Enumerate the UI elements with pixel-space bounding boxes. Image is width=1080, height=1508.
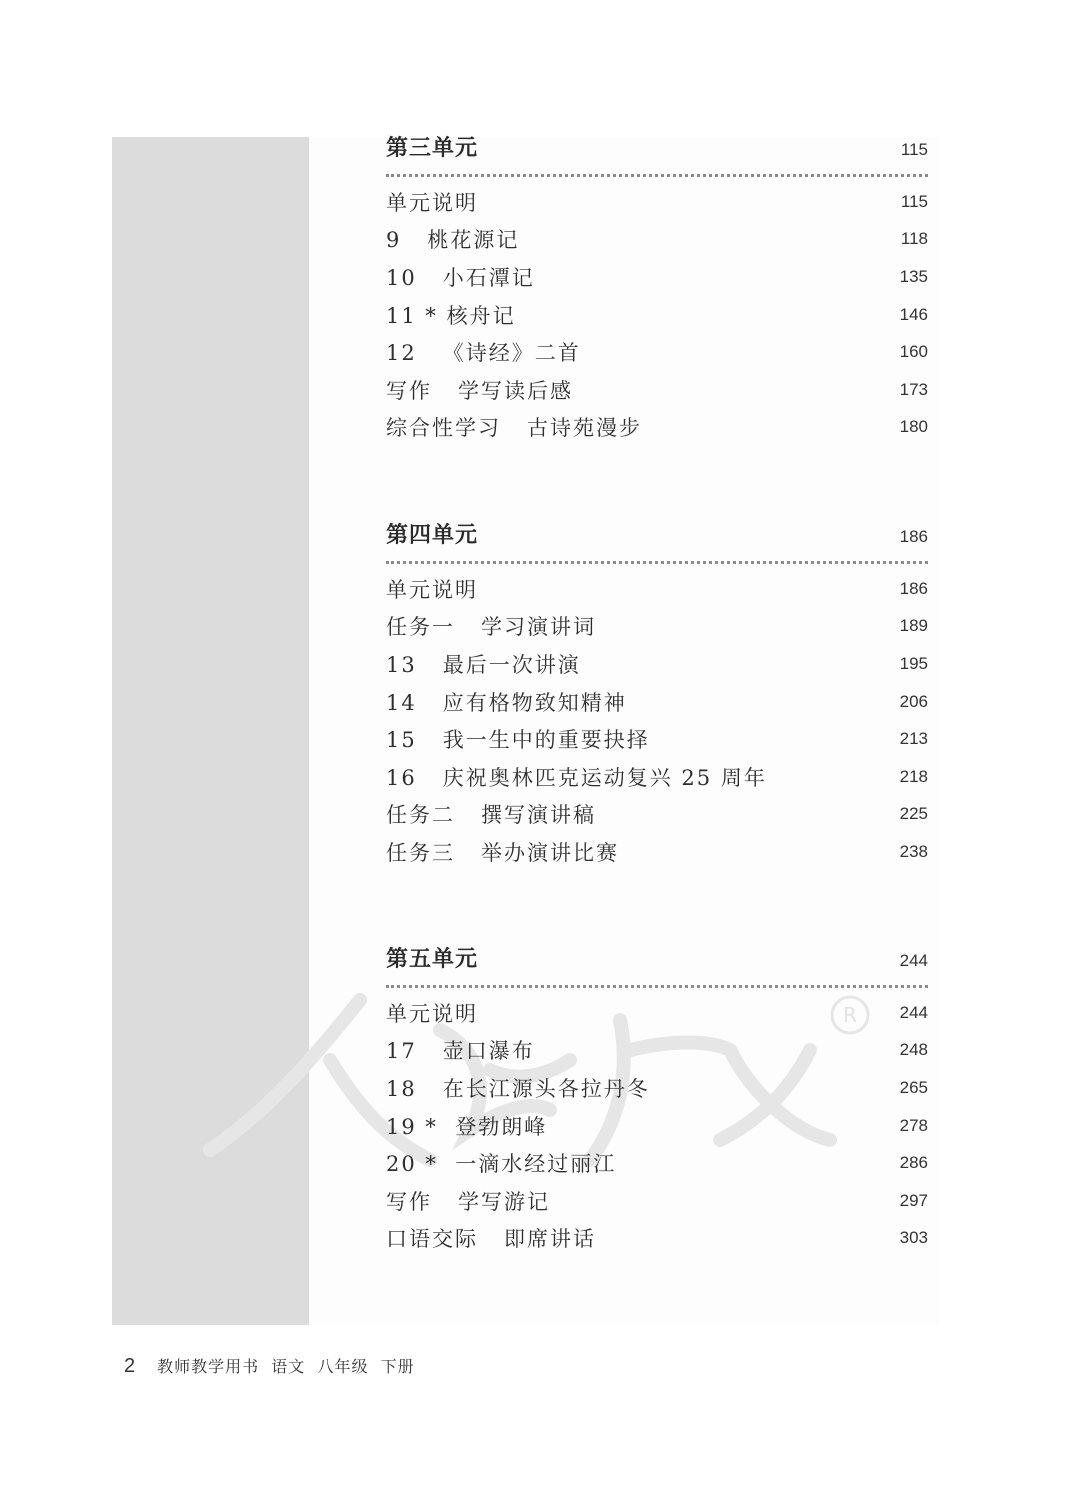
toc-entry[interactable] — [386, 608, 928, 646]
toc-entry[interactable] — [386, 570, 928, 608]
toc-entry[interactable] — [386, 833, 928, 871]
unit-page-number: 115 — [900, 140, 928, 159]
toc-entry[interactable] — [386, 1182, 928, 1220]
unit-page-number: 244 — [899, 951, 928, 970]
toc-entry-page: 218 — [899, 766, 928, 786]
toc-entry-title: 14 应有格物致知精神 — [386, 690, 627, 715]
toc-entry-page: 303 — [899, 1228, 928, 1248]
toc-entry-title: 单元说明 — [386, 577, 478, 602]
toc-entry[interactable] — [386, 994, 928, 1032]
toc-entry-title: 写作 学写游记 — [386, 1189, 551, 1214]
toc-entry[interactable] — [386, 645, 928, 683]
unit-heading — [386, 519, 928, 553]
toc-entry-title: 17 壶口瀑布 — [386, 1039, 535, 1064]
page-footer — [124, 1354, 415, 1378]
toc-entry-page: 265 — [899, 1077, 928, 1097]
unit-title: 第四单元 — [386, 523, 479, 548]
toc-entry-page: 118 — [900, 229, 928, 249]
unit-title: 第三单元 — [386, 136, 479, 161]
toc-entry[interactable] — [386, 720, 928, 758]
toc-entry[interactable] — [386, 1069, 928, 1107]
unit-heading — [386, 943, 928, 977]
toc-entry-page: 189 — [899, 616, 928, 636]
unit-heading — [386, 132, 928, 166]
toc-entry-page: 195 — [899, 653, 928, 673]
toc-entry[interactable] — [386, 371, 928, 409]
toc-entry-title: 20 * 一滴水经过丽江 — [386, 1152, 617, 1177]
toc-entry-page: 297 — [899, 1190, 928, 1210]
dotted-divider — [386, 561, 928, 564]
toc-entry[interactable] — [386, 1107, 928, 1145]
toc-entry[interactable] — [386, 296, 928, 334]
toc-entry[interactable] — [386, 333, 928, 371]
toc-entry-title: 9 桃花源记 — [386, 228, 520, 253]
toc-entry[interactable] — [386, 183, 928, 221]
toc-entry[interactable] — [386, 1032, 928, 1070]
toc-entry-title: 单元说明 — [386, 1001, 478, 1026]
toc-entry-title: 任务三 举办演讲比赛 — [386, 840, 620, 865]
toc-entry-page: 115 — [900, 191, 928, 211]
toc-entry[interactable] — [386, 1144, 928, 1182]
unit-title: 第五单元 — [386, 947, 479, 972]
unit-section — [386, 132, 928, 446]
toc-entry-page: 146 — [899, 304, 928, 324]
toc-entry-title: 任务二 撰写演讲稿 — [386, 803, 597, 828]
toc-entry-title: 12 《诗经》二首 — [386, 341, 581, 366]
toc-entry-page: 238 — [899, 841, 928, 861]
unit-page-number: 186 — [899, 527, 928, 546]
toc-entry[interactable] — [386, 683, 928, 721]
unit-section — [386, 519, 928, 871]
toc-entry-title: 15 我一生中的重要抉择 — [386, 728, 650, 753]
toc-entry[interactable] — [386, 221, 928, 259]
page-sidebar-band — [112, 137, 309, 1325]
toc-entry-title: 10 小石潭记 — [386, 265, 535, 290]
toc-entry-page: 213 — [899, 729, 928, 749]
toc-entry[interactable] — [386, 758, 928, 796]
toc-entry-page: 248 — [899, 1040, 928, 1060]
toc-entry[interactable] — [386, 409, 928, 447]
toc-entry-title: 综合性学习 古诗苑漫步 — [386, 416, 643, 441]
unit-section — [386, 943, 928, 1257]
toc-entry-page: 180 — [899, 417, 928, 437]
toc-entry-page: 244 — [899, 1002, 928, 1022]
toc-entry-page: 278 — [899, 1115, 928, 1135]
toc-entry-title: 任务一 学习演讲词 — [386, 615, 597, 640]
toc-entry-title: 写作 学写读后感 — [386, 378, 574, 403]
dotted-divider — [386, 985, 928, 988]
toc-entry-page: 225 — [899, 804, 928, 824]
footer-page-number: 2 — [124, 1355, 136, 1377]
toc-entry-page: 186 — [899, 578, 928, 598]
dotted-divider — [386, 174, 928, 177]
toc-entry[interactable] — [386, 796, 928, 834]
toc-entry-page: 160 — [899, 342, 928, 362]
toc-entry-page: 135 — [899, 266, 928, 286]
toc-entry-title: 口语交际 即席讲话 — [386, 1227, 597, 1252]
toc-entry-title: 16 庆祝奥林匹克运动复兴 25 周年 — [386, 765, 767, 790]
toc-entry-title: 19 * 登勃朗峰 — [386, 1114, 548, 1139]
toc-entry-title: 单元说明 — [386, 190, 478, 215]
toc-entry[interactable] — [386, 258, 928, 296]
toc-entry-page: 173 — [899, 379, 928, 399]
toc-entry-page: 286 — [899, 1153, 928, 1173]
toc-entry-title: 18 在长江源头各拉丹冬 — [386, 1076, 650, 1101]
svg-text:R: R — [843, 1003, 857, 1027]
toc-entry-title: 13 最后一次讲演 — [386, 652, 581, 677]
footer-book-title: 教师教学用书 语文 八年级 下册 — [157, 1357, 415, 1376]
toc-entry-page: 206 — [899, 691, 928, 711]
toc-entry-title: 11 * 核舟记 — [386, 303, 516, 328]
toc-entry[interactable] — [386, 1220, 928, 1258]
